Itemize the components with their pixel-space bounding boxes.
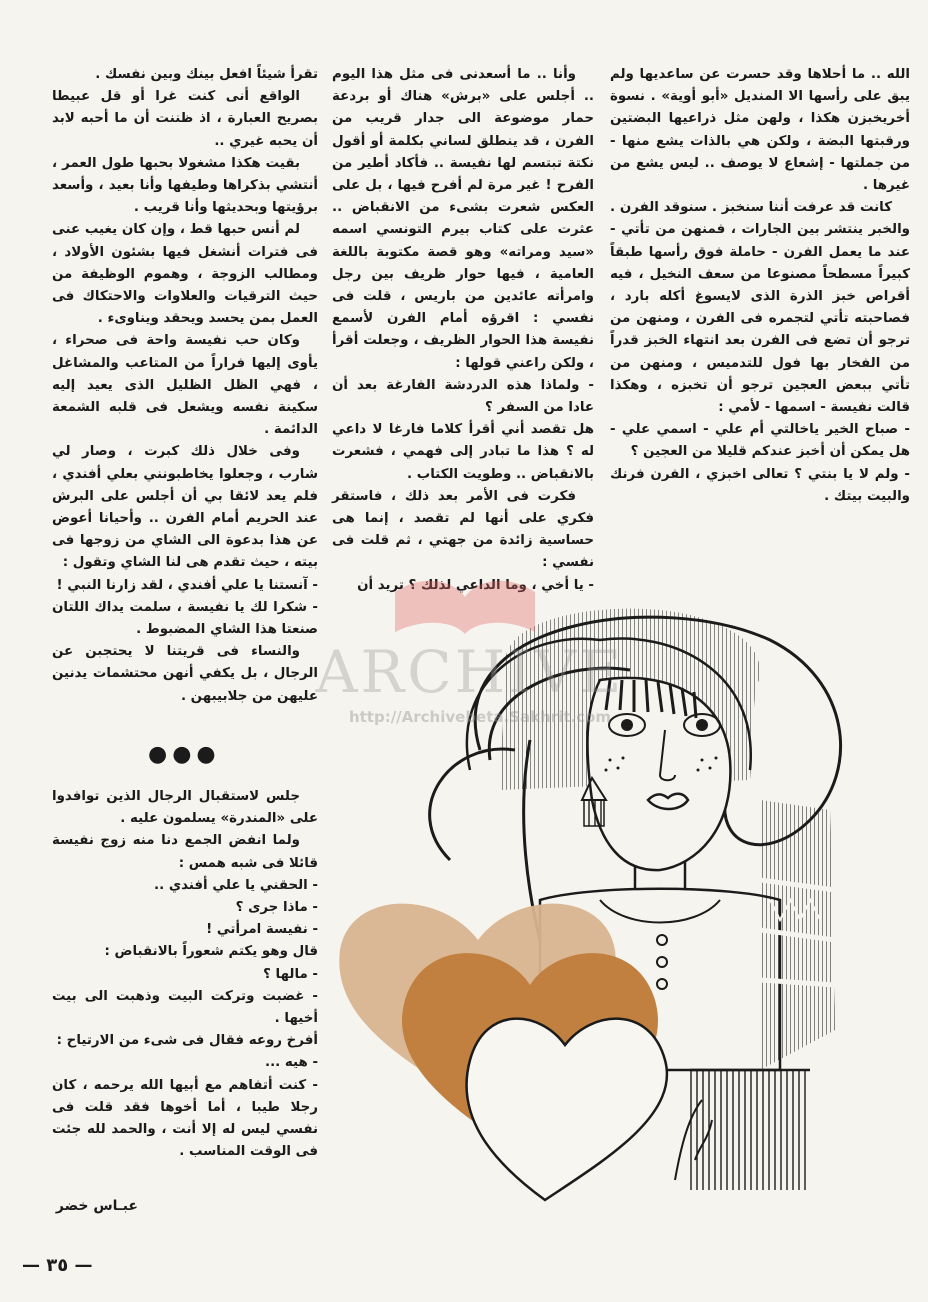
dialogue-line: - نفيسة امرأتي ! [206,922,318,938]
paragraph: الواقع أنى كنت غرا أو قل عبيطا بصريح العبارة ، اذ ظننت أن ما أحبه لابد أن يحبه غيري .. [52,89,318,149]
paragraph: وكان حب نفيسة واحة فى صحراء ، يأوى إليها فراراً من المتاعب والمشاغل ، فهي الظل الظليل الذى يعيد إليه سكينة نفسه ويشعل فى قلبه الشمعة الدائمة . [52,333,318,438]
article-column-left-lower [52,786,318,1163]
dialogue-line: - ولماذا هذه الدردشة الفارغة بعد أن عادا من السفر ؟ [332,377,594,416]
paragraph: ولما انفض الجمع دنا منه زوج نفيسة قائلا فى شبه همس : [52,833,318,871]
article-column-right [610,64,910,508]
paragraph: والنساء فى قريتنا لا يحتجبن عن الرجال ، بل يكفي أنهن محتشمات يدنين عليهن من جلابيبهن . [52,644,318,704]
paragraph: هل تقصد أني أقرأ كلاما فارغا لا داعي له ؟ هذا ما تبادر إلى فهمي ، فشعرت بالانقباض .. وطويت الكتاب . [332,422,594,482]
section-separator: ●●● [148,742,221,767]
paragraph: كانت قد عرفت أننا سنخبز . سنوقد الفرن . والخبر ينتشر بين الجارات ، فمنهن من تأتي - عند ما يعمل الفرن - حاملة فوق رأسها طبقاً كبيراً مسطحاً مصنوعا من سعف النخيل ، فيه أقراص خبز الذرة الذى لايسوغ أكله بارد ، فصاحبته تأتي لتجمره فى الفرن ، ومنهن من ترجو أن تضع فى الفرن بعد انتهاء الخبز قدراً من الفخار بها فول للتدميس ، ومنهن من تأتي ببعض العجين ترجو أن تخبزه ، وهكذا قالت نفيسة - اسمها - لأمي : [610,200,910,416]
paragraph: بقيت هكذا مشغولا بحبها طول العمر ، أنتشي بذكراها وطيفها وأنا بعيد ، وأسعد برؤيتها وبحديثها وأنا قريب . [52,155,318,216]
dialogue-line: - غضبت وتركت البيت وذهبت الى بيت أخيها . [52,988,318,1027]
paragraph: جلس لاستقبال الرجال الذين توافدوا على «المندرة» يسلمون عليه . [52,789,318,827]
dialogue-line: - هيه ... [264,1055,318,1071]
dialogue-line: - ولم لا يا بنتي ؟ تعالى اخبزي ، الفرن فرنك والبيت بيتك . [610,466,910,504]
dialogue-line: - مالها ؟ [263,966,318,982]
paragraph: الله .. ما أحلاها وقد حسرت عن ساعديها ولم يبق على رأسها الا المنديل «أبو أوية» . نسوة أخريخبزن هكذا ، ولهن مثل ذراعيها البضتين ورقبتها البضة ، ولكن هي بالذات يشع منها - من جملتها - إشعاع لا يوصف .. ليس يشع من غيرها . [610,67,910,194]
paragraph: تقرأ شيئاً افعل بينك وبين نفسك . [95,67,318,82]
paragraph: قال وهو يكتم شعوراً بالانقباض : [104,944,318,960]
face-drawing [587,678,730,870]
heart-front [467,1019,667,1200]
dialogue-line: - يا أخي ، وما الداعي لذلك ؟ تريد أن [357,577,594,593]
dialogue-line: - ماذا جرى ؟ [235,900,318,916]
dialogue-line: - شكرا لك يا نفيسة ، سلمت يداك اللتان صنعتا هذا الشاي المضبوط . [52,599,318,638]
dialogue-line: - كنت أتفاهم مع أبيها الله يرحمه ، كان رجلا طيبا ، أما أخوها فقد قلت فى نفسي ليس له إلا أنت ، والحمد لله جئت فى الوقت المناسب . [52,1077,318,1160]
illustration [330,600,890,1205]
watermark-text: ARCHIVE [315,638,625,706]
dialogue-line: - الحقني يا علي أفندي .. [153,877,318,893]
page-number: — ٣٥ — [22,1255,93,1276]
watermark-url: http://Archivebeta.Sakhrit.com [348,708,612,726]
paragraph: أفرخ روعه فقال فى شىء من الارتياح : [56,1033,318,1049]
paragraph: فكرت فى الأمر بعد ذلك ، فاستقر فكري على أنها لم تقصد ، إنما هى حساسية زائدة من جهتي ، ثم قلت فى نفسي : [332,488,594,571]
dialogue-line: - آنستنا يا علي أفندي ، لقد زارنا النبي ! [56,577,318,593]
paragraph: وفى خلال ذلك كبرت ، وصار لي شارب ، وجعلوا يخاطبونني بعلي أفندي ، فلم يعد لائقا بي أن أجلس على البرش عند الحريم أمام الفرن .. وأحيانا أعوض عن هذا بدعوة الى الشاي من زوجها فى بيته ، حيث تقدم هى لنا الشاي وتقول : [52,444,318,571]
paragraph: لم أنس حبها قط ، وإن كان يغيب عنى فى فترات أنشغل فيها بشئون الأولاد ، ومطالب الزوجة ، وهموم الوظيفة من حيث الترقيات والعلاوات والاحتكاك فى العمل بمن يحسد ويحقد ويناوىء . [52,222,318,327]
author-name: عبـاس خضر [55,1198,138,1214]
dialogue-line: - صباح الخير ياخالتي أم علي - اسمي علي - هل يمكن أن أخبز عندكم قليلا من العجين ؟ [610,422,910,460]
article-column-left [52,64,318,708]
paragraph: وأنا .. ما أسعدنى فى مثل هذا اليوم .. أجلس على «برش» هناك أو بردعة حمار موضوعة الى جدار قريب من الفرن ، قد ينطلق لساني بكلمة أو أقول نكتة تبتسم لها نفيسة .. فأكاد أطير من الفرح ! غير مرة لم أفرح فيها ، بل على العكس شعرت بشىء من الانقباض .. عثرت على كتاب بيرم التونسي اسمه «سيد ومراته» وهو قصة مكتوبة باللغة العامية ، فيها حوار ظريف بين رجل وامرأته عائدين من باريس ، قلت فى نفسي : اقرؤه أمام الفرن لأسمع نفيسة هذا الحوار الظريف ، وجعلت أقرأ ، ولكن راعني قولها : [332,67,594,371]
article-column-middle [332,64,594,597]
